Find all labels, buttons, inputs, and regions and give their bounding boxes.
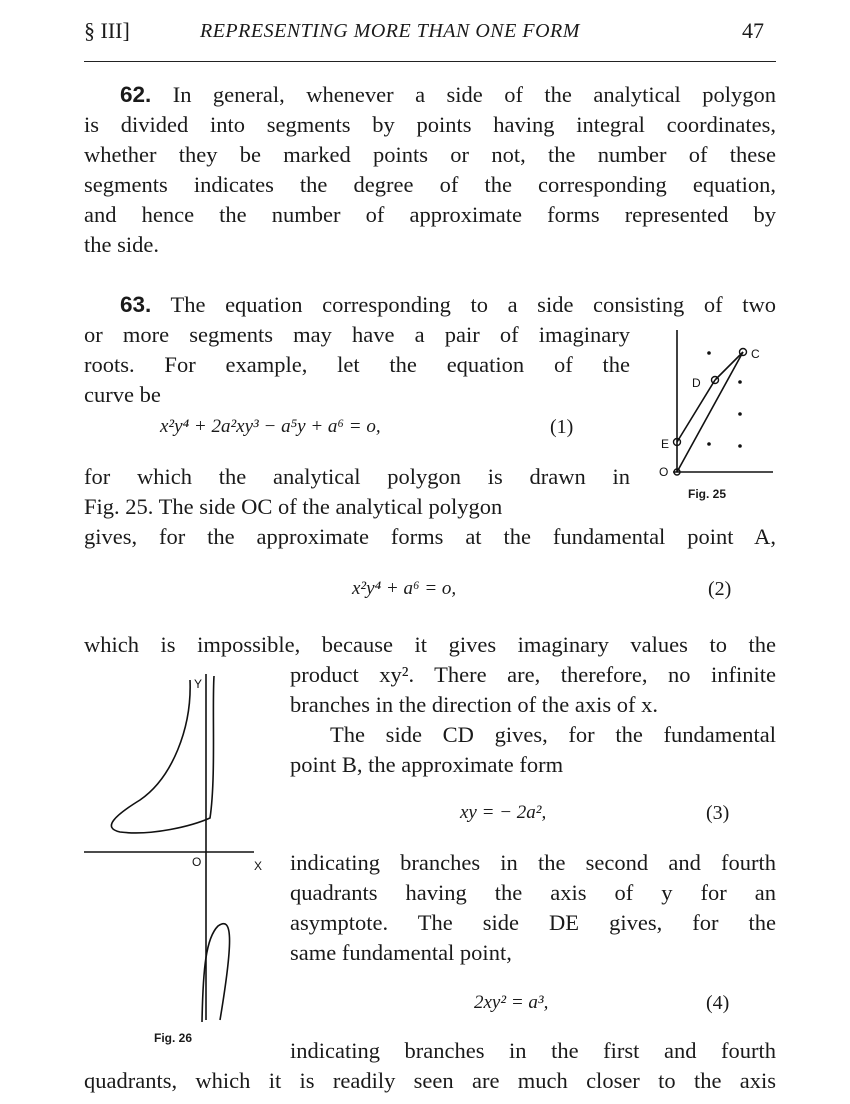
para63-line-12: point B, the approximate form — [290, 752, 564, 777]
fig25-label-c: C — [751, 347, 760, 361]
fig26-curve-diagram — [82, 668, 282, 1028]
fig26-label-y: Y — [194, 677, 203, 691]
fig26-label-o: O — [192, 855, 202, 869]
para63-line-5: for which the analytical polygon is drawn in — [84, 464, 630, 489]
para62-line-1: 62. In general, whenever a side of the analytical polygon — [120, 82, 777, 107]
para63-number: 63. — [120, 292, 152, 317]
fig25-label-e: E — [661, 437, 670, 451]
equation-2: x²y⁴ + a⁶ = o, — [352, 578, 457, 599]
para63-line-15: asymptote. The side DE gives, for the — [290, 910, 776, 935]
para63-line-3: roots. For example, let the equation of the — [84, 352, 630, 377]
fig26-caption: Fig. 26 — [154, 1031, 193, 1045]
header-rule — [84, 61, 776, 62]
para63-line-9: product xy². There are, therefore, no infinite — [290, 662, 776, 687]
para62-line-3: whether they be marked points or not, the number of these — [84, 142, 776, 167]
para63-line-7: gives, for the approximate forms at the fundamental point A, — [84, 524, 776, 549]
para63-line-2: or more segments may have a pair of imaginary — [84, 322, 630, 347]
equation-2-number: (2) — [708, 578, 732, 600]
fig26-label-x: X — [254, 859, 263, 873]
fig26-upper-branch — [111, 676, 214, 833]
para63-line-16: same fundamental point, — [290, 940, 512, 965]
equation-3-number: (3) — [706, 802, 730, 824]
para63-line-1: 63. The equation corresponding to a side consisting of two — [120, 292, 776, 317]
equation-4-number: (4) — [706, 992, 730, 1014]
para63-line-17: indicating branches in the first and fourth — [290, 1038, 776, 1063]
para62-line-5: and hence the number of approximate forms represented by — [84, 202, 776, 227]
fig25-polygon-diagram — [655, 322, 780, 492]
para62-line-2: is divided into segments by points having integral coordinates, — [84, 112, 776, 137]
running-title: REPRESENTING MORE THAN ONE FORM — [200, 20, 580, 42]
fig25-label-d: D — [692, 376, 701, 390]
para62-line-6: the side. — [84, 232, 159, 257]
para63-line-10: branches in the direction of the axis of x. — [290, 692, 659, 717]
para62-number: 62. — [120, 82, 152, 107]
fig25-grid-dot — [707, 351, 711, 355]
fig25-caption: Fig. 25 — [688, 487, 727, 501]
fig25-side-oc — [677, 352, 743, 472]
para63-line-8: which is impossible, because it gives imaginary values to the — [84, 632, 776, 657]
fig25-grid-dot — [738, 444, 742, 448]
para63-line-11: The side CD gives, for the fundamental — [330, 722, 776, 747]
fig25-grid-dot — [707, 442, 711, 446]
fig25-label-o: O — [659, 465, 669, 479]
equation-1: x²y⁴ + 2a²xy³ − a⁵y + a⁶ = o, — [160, 416, 381, 437]
para63-line-6: Fig. 25. The side OC of the analytical polygon — [84, 494, 503, 519]
equation-3: xy = − 2a², — [460, 802, 547, 823]
para63-line-4: curve be — [84, 382, 161, 407]
section-marker: § III] — [84, 18, 130, 43]
para63-line-14: quadrants having the axis of y for an — [290, 880, 776, 905]
para62-line-4: segments indicates the degree of the corresponding equation, — [84, 172, 776, 197]
fig25-grid-dot — [738, 380, 742, 384]
para63-line-13: indicating branches in the second and fourth — [290, 850, 776, 875]
page-number: 47 — [742, 18, 764, 43]
equation-4: 2xy² = a³, — [474, 992, 549, 1013]
para63-line-18: quadrants, which it is readily seen are much closer to the axis — [84, 1068, 776, 1093]
fig25-grid-dot — [738, 412, 742, 416]
equation-1-number: (1) — [550, 416, 574, 438]
